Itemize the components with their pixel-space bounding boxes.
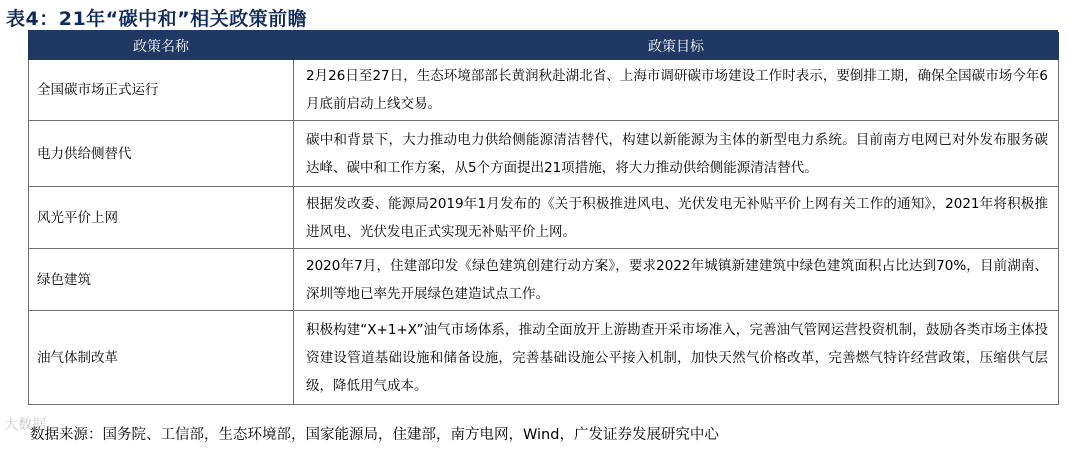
policy-name: 风光平价上网 xyxy=(29,187,294,249)
watermark: 大数据... xyxy=(4,417,60,433)
header-policy-name: 政策名称 xyxy=(29,33,294,60)
header-row xyxy=(29,33,1059,60)
table-row xyxy=(29,60,1059,121)
header-policy-goal: 政策目标 xyxy=(294,33,1059,60)
table-row xyxy=(29,249,1059,311)
policy-goal: 碳中和背景下，大力推动电力供给侧能源清洁替代，构建以新能源为主体的新型电力系统。目前南方电网已对外发布服务碳达峰、碳中和工作方案，从5个方面提出21项措施，将大力推动供给侧能源清洁替代。 xyxy=(294,121,1059,187)
policy-goal: 2月26日至27日，生态环境部部长黄润秋赴湖北省、上海市调研碳市场建设工作时表示，要倒排工期，确保全国碳市场今年6月底前启动上线交易。 xyxy=(294,60,1059,121)
policy-name: 绿色建筑 xyxy=(29,249,294,311)
policy-goal: 积极构建“X+1+X”油气市场体系，推动全面放开上游勘查开采市场准入，完善油气管网运营投资机制，鼓励各类市场主体投资建设管道基础设施和储备设施，完善基础设施公平接入机制，加快天然气价格改革，完善燃气特许经营政策，压缩供气层级，降低用气成本。 xyxy=(294,311,1059,405)
table-row xyxy=(29,121,1059,187)
policy-goal: 2020年7月，住建部印发《绿色建筑创建行动方案》，要求2022年城镇新建建筑中绿色建筑面积占比达到70%，目前湖南、深圳等地已率先开展绿色建造试点工作。 xyxy=(294,249,1059,311)
policy-goal: 根据发改委、能源局2019年1月发布的《关于积极推进风电、光伏发电无补贴平价上网有关工作的通知》，2021年将积极推进风电、光伏发电正式实现无补贴平价上网。 xyxy=(294,187,1059,249)
policy-name: 全国碳市场正式运行 xyxy=(29,60,294,121)
policy-name: 电力供给侧替代 xyxy=(29,121,294,187)
policy-table xyxy=(28,32,1059,405)
table-row xyxy=(29,311,1059,405)
policy-name: 油气体制改革 xyxy=(29,311,294,405)
table-title: 表4：21年“碳中和”相关政策前瞻 xyxy=(6,8,308,30)
table-row xyxy=(29,187,1059,249)
data-source-note: 数据来源：国务院、工信部，生态环境部，国家能源局，住建部，南方电网，Wind，广发证券发展研究中心 xyxy=(30,427,719,443)
